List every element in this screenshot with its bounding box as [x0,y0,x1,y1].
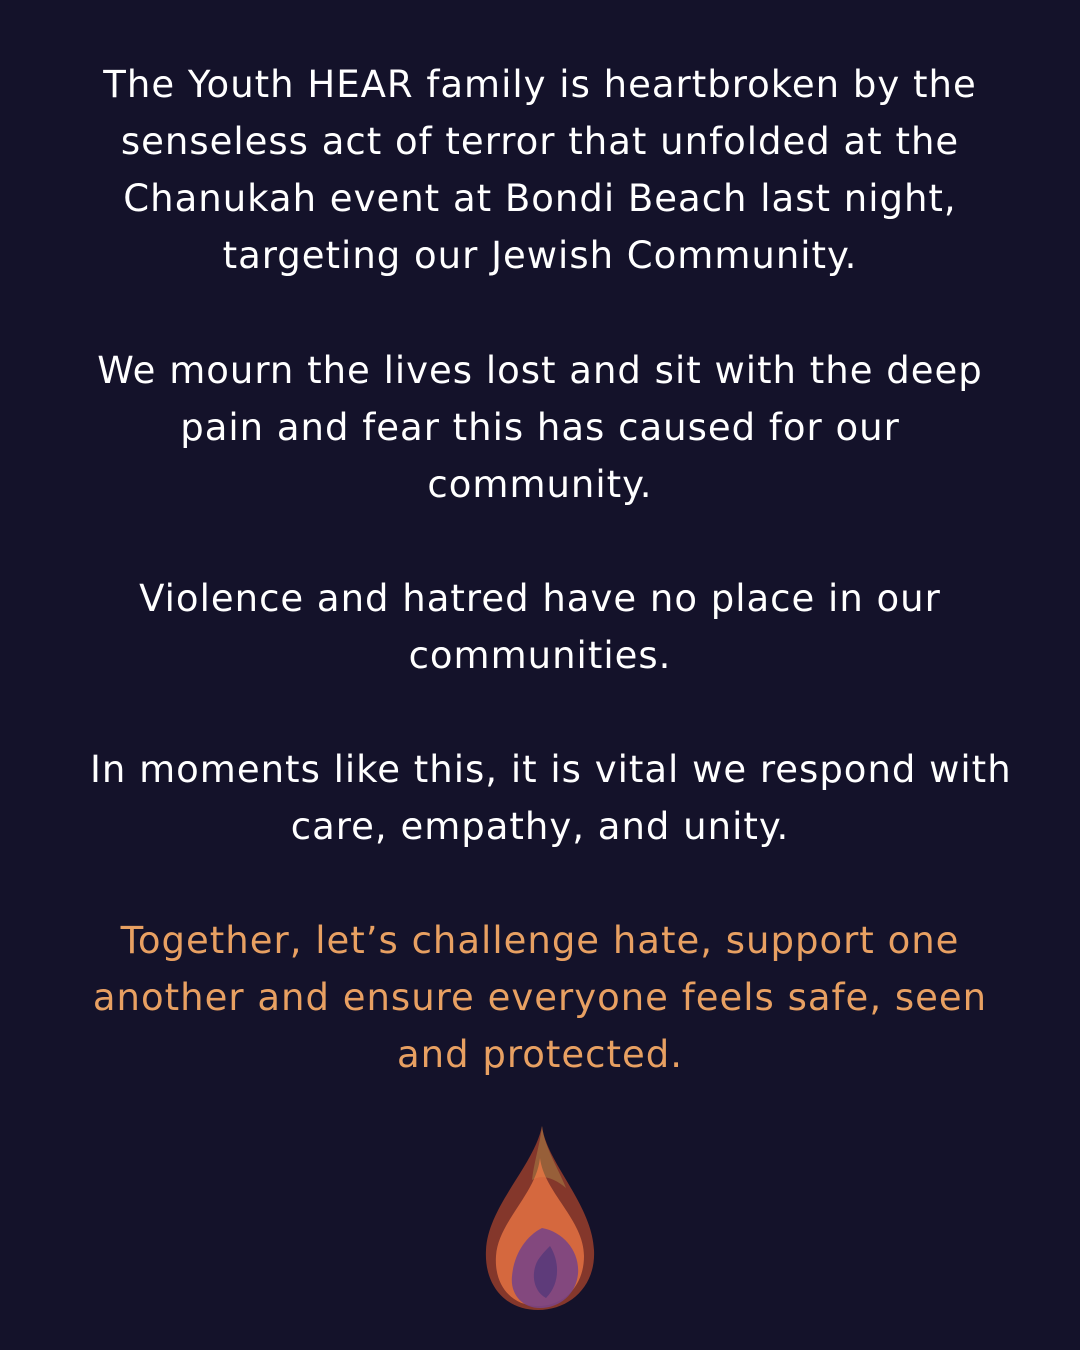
statement-line: pain and fear this has caused for our [180,406,900,449]
statement-line: In moments like this, it is vital we respond with [90,748,1012,791]
statement-line: care, empathy, and unity. [290,805,790,848]
flame-logo-graphic [480,1122,600,1314]
statement-paragraph-moments [90,741,1012,855]
flame-icon [480,1122,600,1314]
statement-line: and protected. [396,1033,684,1076]
statement-line: community. [427,463,653,506]
statement-line: senseless act of terror that unfolded at the [120,120,960,163]
statement-paragraph-heartbroken [90,56,990,284]
statement-line: Chanukah event at Bondi Beach last night, [123,177,957,220]
statement-paragraph-violence [90,570,990,684]
statement-line: another and ensure everyone feels safe, seen [92,976,988,1019]
statement-line: targeting our Jewish Community. [222,234,858,277]
statement-line: communities. [408,634,672,677]
statement-line: Together, let’s challenge hate, support one [120,919,960,962]
statement-line: The Youth HEAR family is heartbroken by the [103,63,977,106]
statement-line: We mourn the lives lost and sit with the deep [97,349,983,392]
statement-line: Violence and hatred have no place in our [139,577,941,620]
statement-paragraph-together [90,912,990,1083]
statement-paragraph-mourn [90,342,990,513]
